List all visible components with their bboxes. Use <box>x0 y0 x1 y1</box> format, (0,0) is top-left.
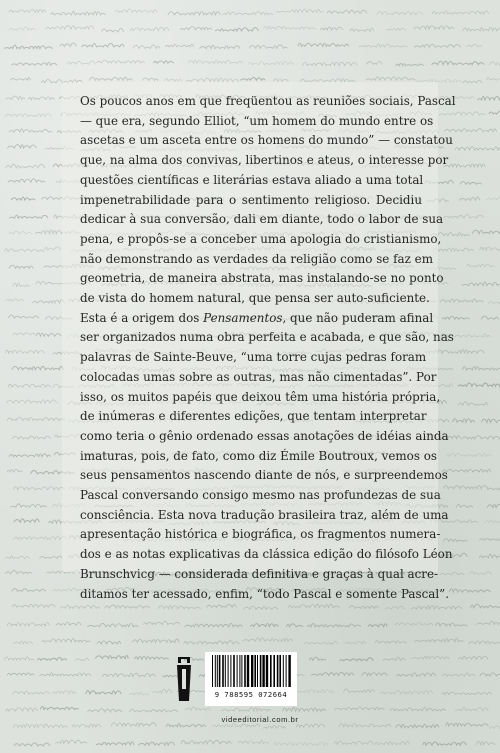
handwriting-stroke <box>453 419 475 422</box>
handwriting-stroke <box>455 707 488 711</box>
handwriting-stroke <box>37 657 67 660</box>
handwriting-stroke <box>307 624 361 627</box>
handwriting-stroke <box>460 182 482 185</box>
handwriting-stroke <box>12 589 46 592</box>
handwriting-stroke <box>55 740 87 743</box>
handwriting-stroke <box>165 44 194 46</box>
handwriting-stroke <box>135 656 169 659</box>
handwriting-stroke <box>14 724 68 727</box>
barcode-bar <box>257 655 258 687</box>
barcode-bar <box>219 655 221 687</box>
blurb-text: , que não puderam afinal <box>282 310 434 325</box>
handwriting-stroke <box>188 60 242 63</box>
handwriting-stroke <box>5 114 51 117</box>
blurb-text: Esta é a origem dos <box>80 310 204 325</box>
handwriting-stroke <box>431 61 484 65</box>
blurb-line: de vista do homem natural, que pensa ser auto-suficiente. <box>80 291 430 306</box>
handwriting-stroke <box>7 417 65 420</box>
handwriting-stroke <box>294 689 334 692</box>
handwriting-stroke <box>7 145 36 148</box>
blurb-line: dos e as notas explicativas da clássica edição do filósofo Léon <box>80 547 453 562</box>
handwriting-stroke <box>480 247 500 250</box>
handwriting-stroke <box>215 28 258 32</box>
barcode-bar <box>254 655 256 687</box>
handwriting-stroke <box>432 11 488 14</box>
handwriting-stroke <box>463 366 500 369</box>
handwriting-stroke <box>5 249 45 252</box>
handwriting-stroke <box>129 692 149 695</box>
blurb-line-last: ditamos ter acessado, enfim, “todo Pascal e somente Pascal”. <box>80 586 450 601</box>
barcode-bar <box>283 655 284 687</box>
handwriting-stroke <box>250 624 278 627</box>
handwriting-stroke <box>466 45 482 47</box>
handwriting-stroke <box>443 539 467 542</box>
handwriting-stroke <box>33 300 65 303</box>
handwriting-stroke <box>4 45 52 49</box>
handwriting-stroke <box>442 469 491 472</box>
handwriting-stroke <box>463 80 482 83</box>
barcode-bar <box>244 655 246 687</box>
handwriting-stroke <box>9 27 36 30</box>
handwriting-stroke <box>241 78 266 81</box>
handwriting-stroke <box>7 673 34 675</box>
handwriting-stroke <box>8 315 38 318</box>
barcode-bar <box>286 655 287 687</box>
handwriting-stroke <box>458 656 488 659</box>
handwriting-stroke <box>10 78 30 81</box>
handwriting-stroke <box>89 77 132 80</box>
handwriting-stroke <box>95 655 128 658</box>
handwriting-stroke <box>9 454 51 457</box>
barcode-bar <box>262 655 264 687</box>
handwriting-stroke <box>6 96 25 99</box>
handwriting-stroke <box>222 708 271 712</box>
handwriting-stroke <box>130 27 169 30</box>
handwriting-stroke <box>222 12 273 15</box>
back-cover-blurb <box>80 92 456 604</box>
handwriting-stroke <box>6 400 56 403</box>
handwriting-stroke <box>458 383 500 386</box>
handwriting-stroke <box>166 724 206 727</box>
handwriting-stroke <box>72 724 101 727</box>
barcode-bars <box>208 655 294 689</box>
handwriting-stroke <box>42 639 91 642</box>
handwriting-stroke <box>274 742 328 745</box>
handwriting-stroke <box>185 707 210 710</box>
handwriting-stroke <box>444 164 486 167</box>
handwriting-stroke <box>386 28 406 30</box>
handwriting-stroke <box>383 657 406 660</box>
handwriting-stroke <box>396 724 439 727</box>
blurb-line: isso, os muitos papéis que deixou têm uma história própria, <box>80 389 441 404</box>
handwriting-stroke <box>349 606 378 609</box>
handwriting-stroke <box>153 689 172 692</box>
handwriting-stroke <box>129 709 177 712</box>
handwriting-stroke <box>487 504 500 507</box>
barcode-bar <box>273 655 275 687</box>
handwriting-stroke <box>390 708 446 711</box>
blurb-line: ser organizados numa obra perfeita e acabada, e que são, nas <box>80 330 454 345</box>
barcode-bar <box>288 655 290 687</box>
barcode-bar <box>212 655 213 687</box>
handwriting-stroke <box>165 79 182 81</box>
handwriting-stroke <box>455 147 500 150</box>
handwriting-stroke <box>60 605 100 608</box>
handwriting-stroke <box>334 707 384 710</box>
handwriting-stroke <box>397 673 436 676</box>
handwriting-stroke <box>469 641 500 644</box>
handwriting-stroke <box>6 164 45 167</box>
handwriting-stroke <box>481 419 500 423</box>
handwriting-stroke <box>248 61 294 64</box>
handwriting-stroke <box>88 623 139 626</box>
handwriting-stroke <box>5 350 44 353</box>
handwriting-stroke <box>142 78 157 81</box>
handwriting-stroke <box>5 708 37 711</box>
handwriting-stroke <box>60 43 76 46</box>
handwriting-stroke <box>13 333 35 335</box>
handwriting-stroke <box>7 469 22 472</box>
barcode-bar <box>279 655 281 687</box>
handwriting-stroke <box>276 9 323 12</box>
handwriting-stroke <box>11 197 35 200</box>
handwriting-stroke <box>440 572 465 574</box>
handwriting-stroke <box>138 742 174 745</box>
blurb-line: imaturas, pois, de fato, como diz Émile Boutroux, vemos os <box>80 448 437 463</box>
handwriting-stroke <box>12 436 51 439</box>
blurb-line-with-title <box>80 309 434 329</box>
handwriting-stroke <box>13 691 50 694</box>
handwriting-stroke <box>414 26 454 29</box>
barcode-bar <box>266 655 268 687</box>
handwriting-stroke <box>479 554 500 557</box>
handwriting-stroke <box>395 623 433 626</box>
handwriting-stroke <box>9 265 33 268</box>
handwriting-stroke <box>485 520 500 523</box>
handwriting-stroke <box>5 556 30 559</box>
handwriting-stroke <box>442 316 470 319</box>
handwriting-stroke <box>288 604 340 607</box>
publisher-url: videeditorial.com.br <box>221 715 299 724</box>
handwriting-stroke <box>101 28 123 31</box>
handwriting-stroke <box>472 230 500 233</box>
handwriting-stroke <box>13 283 30 287</box>
handwriting-stroke <box>97 60 145 63</box>
handwriting-stroke <box>102 673 155 676</box>
handwriting-stroke <box>362 672 388 675</box>
handwriting-stroke <box>489 111 500 114</box>
blurb-line: consciência. Esta nova tradução brasileira traz, além de uma <box>80 507 449 522</box>
handwriting-stroke <box>5 570 32 573</box>
handwriting-stroke <box>158 605 201 608</box>
handwriting-stroke <box>309 657 326 660</box>
barcode-bar <box>225 655 226 687</box>
blurb-line: que, na alma dos convivas, libertinos e ateus, o interesse por <box>80 153 449 168</box>
handwriting-stroke <box>81 43 124 46</box>
handwriting-stroke <box>14 487 65 490</box>
handwriting-stroke <box>458 402 487 405</box>
handwriting-stroke <box>340 658 374 661</box>
handwriting-stroke <box>153 61 173 63</box>
handwriting-stroke <box>96 742 134 745</box>
handwriting-stroke <box>375 741 410 744</box>
handwriting-stroke <box>75 658 89 661</box>
isbn-barcode <box>205 652 297 706</box>
handwriting-stroke <box>36 333 61 336</box>
handwriting-stroke <box>334 741 373 744</box>
blurb-line: Pascal conversando consigo mesmo nas profundezas de sua <box>80 488 441 503</box>
blurb-line: — que era, segundo Elliot, “um homem do mundo entre os <box>80 113 434 128</box>
handwriting-stroke <box>477 97 500 100</box>
blurb-line: ascetas e um asceta entre os homens do mundo” — constatou <box>80 133 453 148</box>
handwriting-stroke <box>283 708 326 712</box>
handwriting-stroke <box>111 723 156 726</box>
handwriting-stroke <box>213 724 260 727</box>
handwriting-stroke <box>180 27 212 30</box>
barcode-bar <box>260 655 262 687</box>
handwriting-stroke <box>415 638 464 641</box>
handwriting-stroke <box>51 11 106 14</box>
handwriting-stroke <box>490 725 500 728</box>
handwriting-stroke <box>367 61 382 64</box>
handwriting-stroke <box>11 504 47 507</box>
blurb-line: pena, e propôs-se a conceber uma apologia do cristianismo, <box>80 231 442 246</box>
handwriting-stroke <box>249 45 287 48</box>
barcode-bar <box>215 655 216 687</box>
handwriting-stroke <box>375 641 406 644</box>
handwriting-stroke <box>304 641 338 644</box>
handwriting-stroke <box>447 453 492 456</box>
handwriting-stroke <box>238 740 269 743</box>
handwriting-stroke <box>105 605 150 608</box>
handwriting-stroke <box>462 436 500 439</box>
handwriting-stroke <box>8 384 50 387</box>
handwriting-stroke <box>56 622 81 625</box>
handwriting-stroke <box>385 606 405 609</box>
handwriting-stroke <box>168 11 220 15</box>
blurb-line: Brunschvicg — considerada definitiva e graças à qual acre- <box>80 566 439 581</box>
handwriting-stroke <box>7 622 49 625</box>
handwriting-stroke <box>471 604 500 608</box>
handwriting-stroke <box>320 27 343 30</box>
handwriting-stroke <box>412 656 450 659</box>
handwriting-stroke <box>115 9 157 12</box>
handwriting-stroke <box>244 606 278 609</box>
barcode-bar <box>217 655 218 687</box>
handwriting-stroke <box>263 26 315 29</box>
handwriting-stroke <box>88 709 123 712</box>
handwriting-stroke <box>470 571 492 574</box>
handwriting-stroke <box>4 657 34 660</box>
barcode-bar <box>241 655 242 687</box>
publisher-logo-icon <box>174 655 194 703</box>
handwriting-stroke <box>39 673 91 676</box>
handwriting-stroke <box>343 689 374 692</box>
handwriting-stroke <box>12 366 64 369</box>
book-title-italic: Pensamentos <box>203 310 283 325</box>
barcode-bar <box>239 655 240 687</box>
blurb-line: Os poucos anos em que freqüentou as reuniões sociais, Pascal <box>80 94 456 108</box>
handwriting-stroke <box>359 44 408 47</box>
isbn-number: 9 788595 072664 <box>214 690 288 699</box>
barcode-bar <box>277 655 279 687</box>
handwriting-stroke <box>185 624 243 627</box>
handwriting-stroke <box>479 538 500 541</box>
handwriting-stroke <box>9 129 52 132</box>
handwriting-stroke <box>143 621 180 624</box>
handwriting-stroke <box>462 282 500 286</box>
handwriting-stroke <box>440 299 483 302</box>
handwriting-stroke <box>439 112 485 115</box>
handwriting-stroke <box>476 741 495 744</box>
handwriting-stroke <box>206 604 236 607</box>
handwriting-stroke <box>444 129 496 132</box>
handwriting-stroke <box>368 624 387 627</box>
handwriting-stroke <box>286 624 303 627</box>
handwriting-stroke <box>274 79 289 82</box>
handwriting-stroke <box>446 723 489 726</box>
handwriting-stroke <box>263 726 286 729</box>
handwriting-stroke <box>339 723 391 726</box>
blurb-line: de inúmeras e diferentes edições, que tentam interpretar <box>80 409 427 424</box>
handwriting-stroke <box>480 673 500 676</box>
handwriting-stroke <box>327 10 367 13</box>
handwriting-stroke <box>350 28 374 31</box>
blurb-line: impenetrabilidade para o sentimento religioso. Decidiu <box>80 192 422 207</box>
blurb-line: não demonstrando as verdades da religião como se faz em <box>80 251 433 266</box>
handwriting-stroke <box>298 43 349 46</box>
barcode-bar <box>222 655 224 687</box>
handwriting-stroke <box>488 487 500 490</box>
handwriting-stroke <box>41 706 79 709</box>
handwriting-stroke <box>377 11 423 14</box>
handwriting-stroke <box>45 26 94 29</box>
barcode-bar <box>233 655 235 687</box>
handwriting-stroke <box>436 623 468 626</box>
handwriting-stroke <box>86 691 122 694</box>
handwriting-stroke <box>11 62 57 65</box>
barcode-bar <box>230 655 231 687</box>
handwriting-stroke <box>181 740 231 743</box>
handwriting-stroke <box>14 519 40 522</box>
handwriting-stroke <box>459 197 480 200</box>
handwriting-stroke <box>414 44 461 47</box>
handwriting-stroke <box>486 197 500 200</box>
blurb-line: apresentação histórica e biográfica, os fragmentos numera- <box>80 527 441 542</box>
handwriting-stroke <box>243 638 293 641</box>
barcode-bar <box>251 655 253 687</box>
handwriting-stroke <box>481 316 498 319</box>
handwriting-stroke <box>13 641 32 644</box>
handwriting-stroke <box>28 97 54 100</box>
handwriting-stroke <box>296 724 325 727</box>
handwriting-stroke <box>67 61 95 64</box>
blurb-line: questões científicas e literárias estava aliado a uma total <box>80 172 424 187</box>
handwriting-stroke <box>311 672 354 675</box>
handwriting-stroke <box>444 215 483 218</box>
blurb-line: como teria o gênio ordenado essas anotações de idéias ainda <box>80 428 449 443</box>
handwriting-stroke <box>6 299 25 302</box>
handwriting-stroke <box>449 589 490 592</box>
handwriting-stroke <box>456 504 473 507</box>
handwriting-stroke <box>199 45 240 48</box>
handwriting-stroke <box>133 639 180 642</box>
handwriting-stroke <box>14 536 67 539</box>
handwriting-stroke <box>411 606 462 609</box>
handwriting-stroke <box>303 62 357 65</box>
handwriting-stroke <box>133 45 160 49</box>
blurb-line: geometria, de maneira abstrata, mas instalando-se no ponto <box>80 271 444 286</box>
handwriting-stroke <box>442 673 475 676</box>
barcode-bar <box>270 655 272 687</box>
handwriting-stroke <box>396 63 424 65</box>
handwriting-stroke <box>487 77 500 80</box>
blurb-line: dedicar à sua conversão, dali em diante, todo o labor de sua <box>80 212 444 227</box>
barcode-bar <box>237 655 238 687</box>
handwriting-stroke <box>184 641 240 644</box>
handwriting-stroke <box>14 743 50 746</box>
handwriting-stroke <box>9 231 32 234</box>
handwriting-stroke <box>433 248 474 251</box>
handwriting-stroke <box>8 179 46 182</box>
handwriting-stroke <box>489 62 500 65</box>
handwriting-stroke <box>12 604 55 607</box>
handwriting-stroke <box>45 247 61 250</box>
handwriting-stroke <box>381 690 433 693</box>
blurb-line: seus pensamentos nascendo diante de nós, e surpreendemos <box>80 468 448 483</box>
handwriting-stroke <box>9 215 48 218</box>
handwriting-stroke <box>97 641 121 644</box>
handwriting-stroke <box>366 77 415 80</box>
blurb-line: colocadas umas sobre as outras, mas não cimentadas”. Por <box>80 369 437 384</box>
handwriting-stroke <box>345 642 366 644</box>
barcode-bar <box>247 655 249 687</box>
handwriting-stroke <box>40 556 63 558</box>
handwriting-stroke <box>442 692 492 695</box>
handwriting-stroke <box>423 742 467 745</box>
handwriting-stroke <box>476 621 500 624</box>
handwriting-stroke <box>463 27 500 30</box>
handwriting-stroke <box>488 300 500 303</box>
handwriting-stroke <box>467 264 495 267</box>
barcode-bar <box>228 655 229 687</box>
handwriting-stroke <box>9 10 46 13</box>
handwriting-stroke <box>444 485 488 488</box>
handwriting-stroke <box>52 691 76 694</box>
blurb-line: palavras de Sainte-Beuve, “uma torre cujas pedras foram <box>80 350 427 365</box>
